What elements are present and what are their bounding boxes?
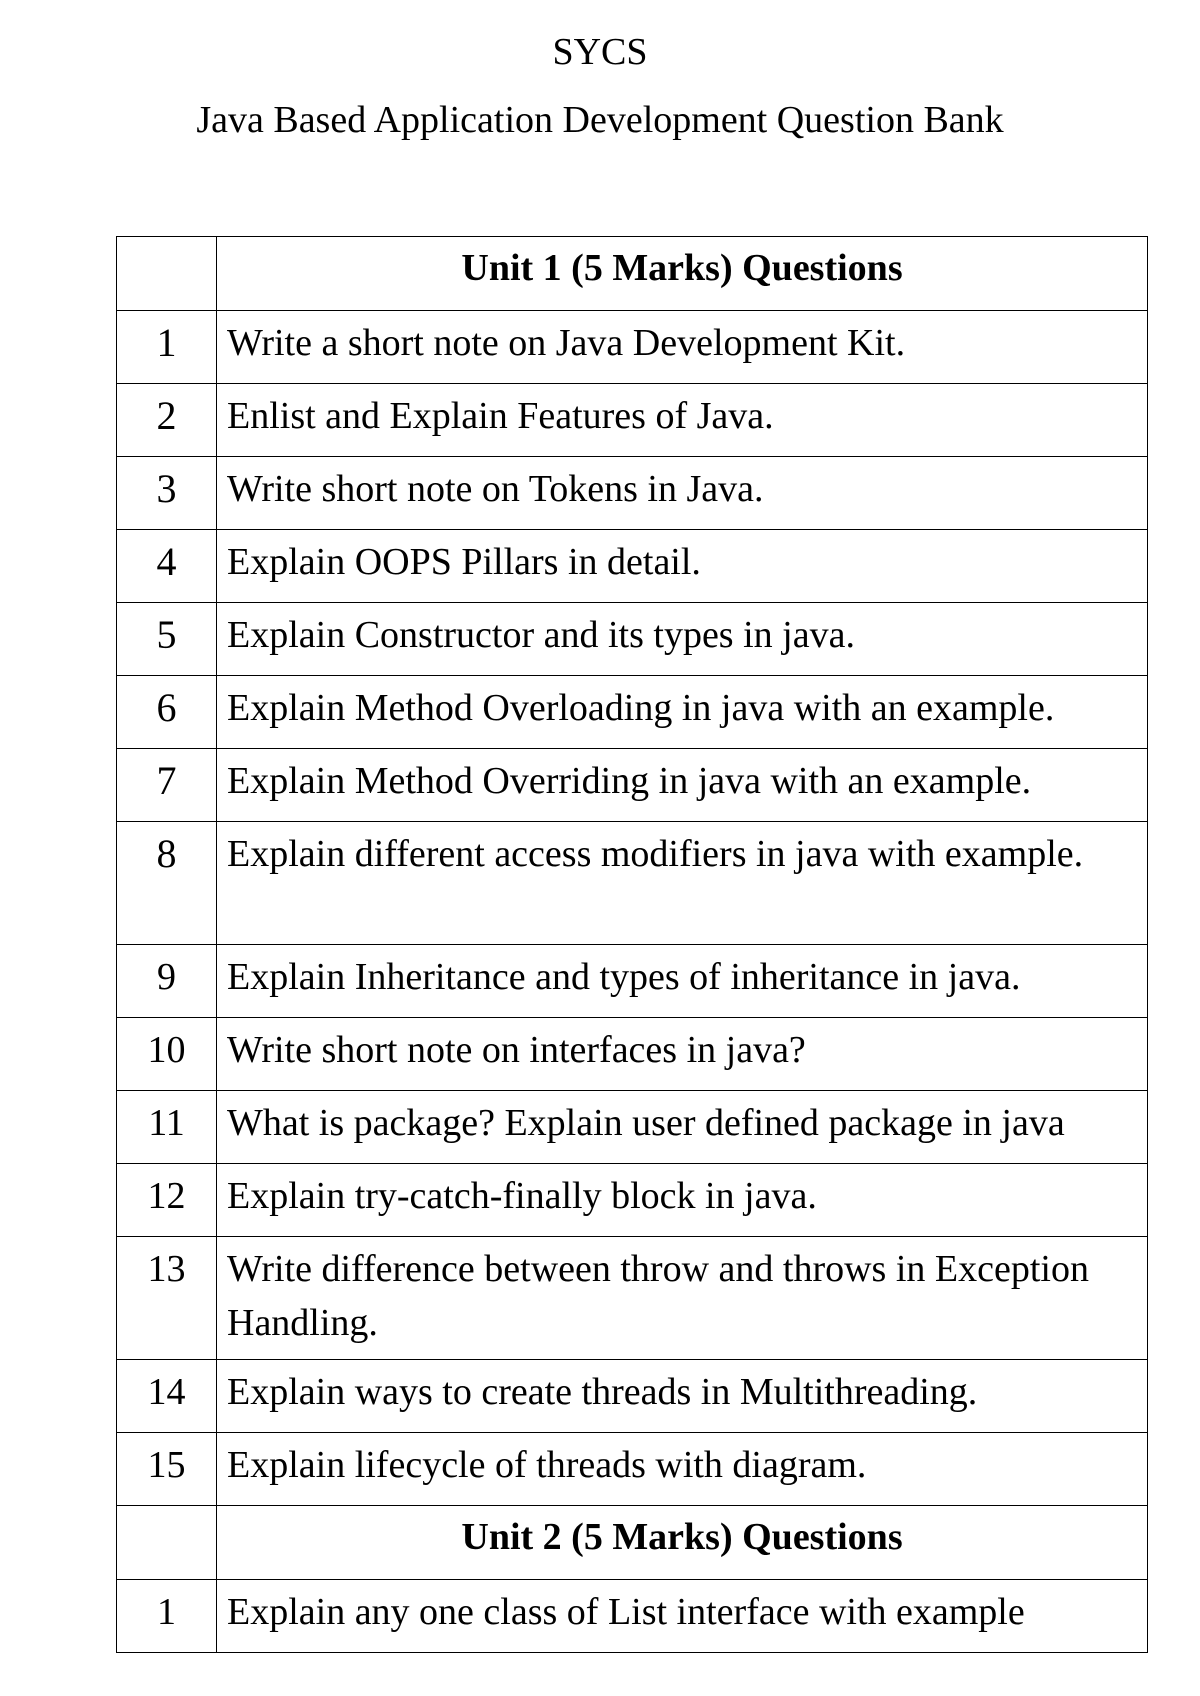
question-number: 3 [117, 457, 217, 530]
question-number: 2 [117, 384, 217, 457]
table-row [117, 384, 1148, 457]
table-row [117, 1433, 1148, 1506]
question-number: 9 [117, 945, 217, 1018]
table-row [117, 822, 1148, 945]
question-text: Explain lifecycle of threads with diagram. [217, 1433, 1148, 1506]
question-number: 7 [117, 749, 217, 822]
question-number: 13 [117, 1237, 217, 1360]
question-number: 6 [117, 676, 217, 749]
question-text: Explain OOPS Pillars in detail. [217, 530, 1148, 603]
question-text: Explain Method Overriding in java with an example. [217, 749, 1148, 822]
question-number: 1 [117, 1580, 217, 1653]
question-text: Explain Constructor and its types in java. [217, 603, 1148, 676]
unit-1-header-row [117, 237, 1148, 311]
table-row [117, 676, 1148, 749]
table-row [117, 1091, 1148, 1164]
question-text: Explain Inheritance and types of inheritance in java. [217, 945, 1148, 1018]
question-text: Explain any one class of List interface with example [217, 1580, 1148, 1653]
question-number: 10 [117, 1018, 217, 1091]
document-title: SYCS [552, 31, 648, 73]
question-text: Write short note on interfaces in java? [217, 1018, 1148, 1091]
unit-1-heading: Unit 1 (5 Marks) Questions [217, 237, 1148, 311]
question-number: 8 [117, 822, 217, 945]
unit-2-number-cell [117, 1506, 217, 1580]
table-row [117, 945, 1148, 1018]
table-row [117, 1580, 1148, 1653]
table-row [117, 749, 1148, 822]
table-row [117, 1164, 1148, 1237]
question-number: 14 [117, 1360, 217, 1433]
question-number: 12 [117, 1164, 217, 1237]
question-number: 1 [117, 311, 217, 384]
question-text: What is package? Explain user defined package in java [217, 1091, 1148, 1164]
question-text: Explain try-catch-finally block in java. [217, 1164, 1148, 1237]
unit-2-header-row [117, 1506, 1148, 1580]
table-row [117, 1018, 1148, 1091]
question-text: Write a short note on Java Development Kit. [217, 311, 1148, 384]
table-row [117, 1237, 1148, 1360]
table-row [117, 1360, 1148, 1433]
question-number: 4 [117, 530, 217, 603]
question-text: Write difference between throw and throws in Exception Handling. [217, 1237, 1148, 1360]
table-row [117, 530, 1148, 603]
unit-2-heading: Unit 2 (5 Marks) Questions [217, 1506, 1148, 1580]
unit-1-number-cell [117, 237, 217, 311]
table-row [117, 457, 1148, 530]
table-row [117, 603, 1148, 676]
document-subtitle: Java Based Application Development Question Bank [196, 99, 1004, 141]
question-number: 5 [117, 603, 217, 676]
question-table [116, 236, 1148, 1653]
question-text: Write short note on Tokens in Java. [217, 457, 1148, 530]
question-text: Explain Method Overloading in java with an example. [217, 676, 1148, 749]
question-number: 15 [117, 1433, 217, 1506]
question-text: Explain ways to create threads in Multithreading. [217, 1360, 1148, 1433]
table-row [117, 311, 1148, 384]
question-text: Explain different access modifiers in java with example. [217, 822, 1148, 945]
question-text: Enlist and Explain Features of Java. [217, 384, 1148, 457]
question-number: 11 [117, 1091, 217, 1164]
